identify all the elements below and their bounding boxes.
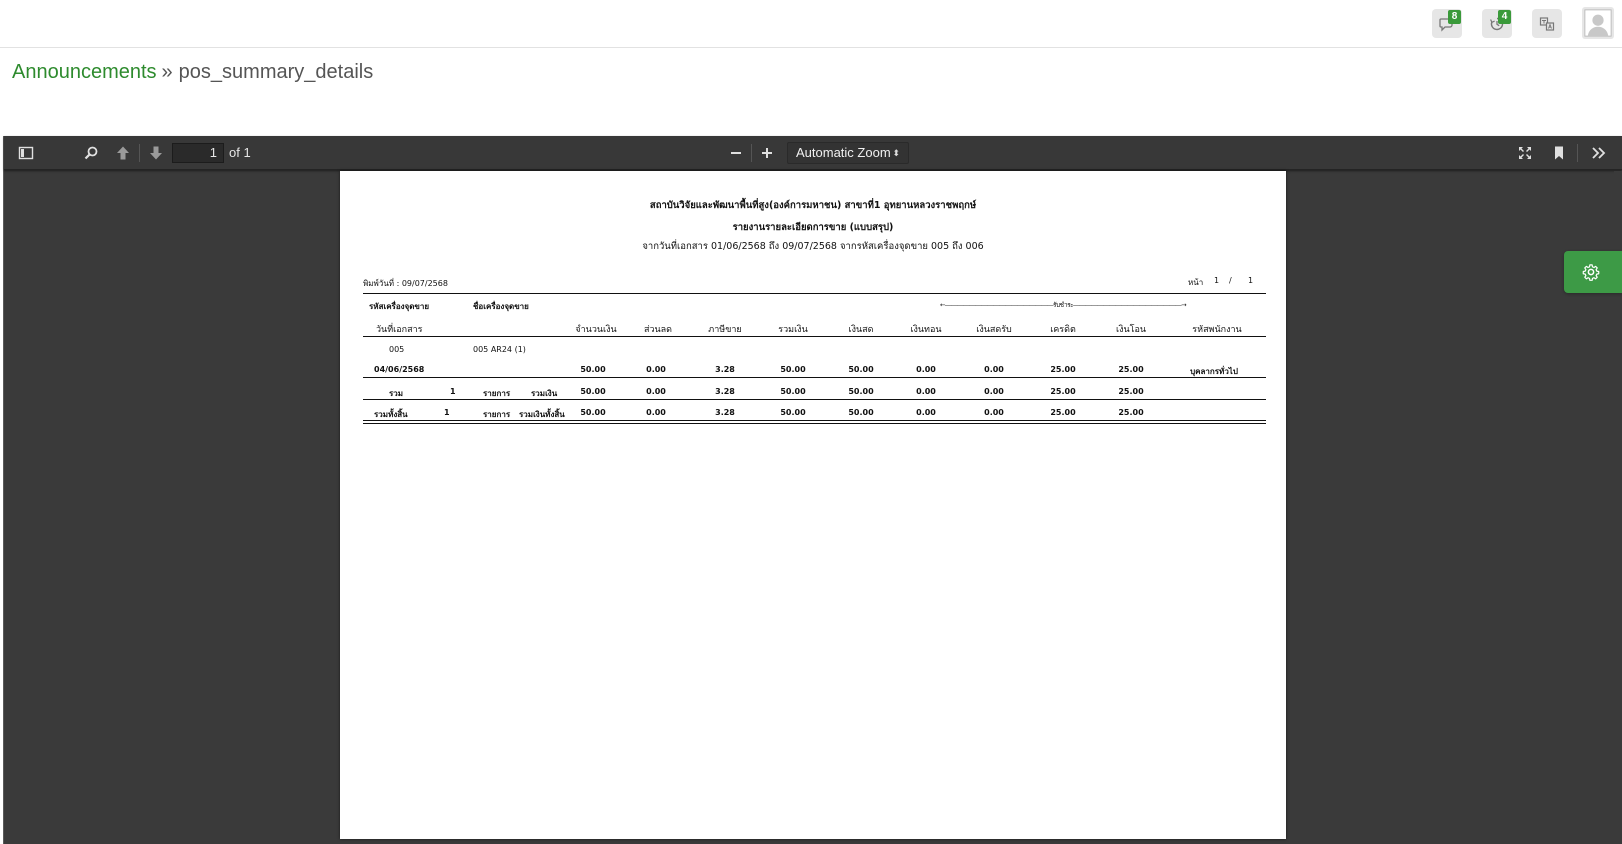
subtotal-unit: รายการ	[483, 389, 511, 398]
settings-float-button[interactable]	[1564, 251, 1622, 293]
column-header: เครดิต	[1050, 325, 1076, 335]
report-title: รายงานรายละเอียดการขาย (แบบสรุป)	[732, 222, 894, 233]
header-pos-name: ชื่อเครื่องจุดขาย	[473, 302, 529, 311]
presentation-mode-button[interactable]	[1513, 142, 1537, 164]
previous-page-button[interactable]	[111, 142, 135, 164]
grand-total-value: 0.00	[916, 408, 936, 417]
sidebar-toggle-icon	[18, 145, 34, 161]
grand-total-value: 50.00	[580, 408, 606, 417]
page-count-label: of 1	[229, 145, 251, 160]
user-icon	[1583, 8, 1613, 38]
bookmark-icon	[1551, 145, 1567, 161]
toolbar-separator	[139, 144, 140, 162]
grand-total-label: รวมทั้งสิ้น	[374, 410, 408, 419]
breadcrumb	[12, 61, 373, 84]
grand-total-value: 25.00	[1050, 408, 1076, 417]
page-current: 1	[1214, 276, 1220, 285]
grand-total-value: 25.00	[1118, 408, 1144, 417]
activity-badge: 4	[1498, 10, 1511, 24]
user-avatar-button[interactable]	[1582, 7, 1614, 39]
page-total: 1	[1248, 276, 1254, 285]
subtotal-label: รวม	[389, 389, 404, 398]
top-bar	[0, 0, 1622, 48]
detail-value: 25.00	[1050, 365, 1076, 374]
gear-icon	[1582, 263, 1600, 281]
page-slash: /	[1229, 276, 1232, 285]
activity-notification-button[interactable]	[1482, 9, 1512, 38]
pdf-viewer	[3, 136, 1622, 844]
column-header: รหัสพนักงาน	[1192, 325, 1242, 335]
search-icon	[83, 145, 99, 161]
zoom-in-button[interactable]	[755, 142, 779, 164]
subtotal-value: 0.00	[646, 387, 666, 396]
plus-icon	[759, 145, 775, 161]
column-header: เงินโอน	[1115, 325, 1147, 335]
breadcrumb-current: pos_summary_details	[178, 61, 374, 83]
subtotal-value: 50.00	[780, 387, 806, 396]
select-caret-icon: ⬍	[892, 148, 900, 158]
toolbar-separator	[751, 144, 752, 162]
chat-badge: 8	[1448, 10, 1461, 24]
grand-total-count: 1	[444, 408, 450, 417]
arrow-down-icon	[148, 145, 164, 161]
column-header: ภาษีขาย	[708, 325, 742, 335]
column-header: ส่วนลด	[643, 325, 673, 335]
subtotal-value: 50.00	[580, 387, 606, 396]
header-payment-group: ←――――――――――――――――――รับชำระ――――――――――――――――――→	[940, 301, 1187, 309]
grand-total-value: 3.28	[715, 408, 735, 417]
fullscreen-icon	[1517, 145, 1533, 161]
grand-total-double-rule	[363, 423, 1266, 424]
detail-value: 25.00	[1118, 365, 1144, 374]
subtotal-value: 50.00	[848, 387, 874, 396]
detail-value: 50.00	[580, 365, 606, 374]
grand-total-double-rule	[363, 420, 1266, 421]
find-button[interactable]	[79, 142, 103, 164]
next-page-button[interactable]	[144, 142, 168, 164]
detail-value: 50.00	[848, 365, 874, 374]
page-label: หน้า	[1188, 278, 1204, 287]
detail-value: 0.00	[984, 365, 1004, 374]
page-number-input[interactable]: 1	[172, 143, 224, 163]
toolbar-separator	[1577, 144, 1578, 162]
detail-bottom-rule	[363, 377, 1266, 378]
subtotal-value: 0.00	[916, 387, 936, 396]
arrow-up-icon	[115, 145, 131, 161]
chat-notification-button[interactable]	[1432, 9, 1462, 38]
grand-total-value: 50.00	[848, 408, 874, 417]
detail-value: 0.00	[646, 365, 666, 374]
pdf-page	[340, 171, 1286, 839]
toolbar-separator	[46, 144, 47, 162]
report-org-name: สถาบันวิจัยและพัฒนาพื้นที่สูง(องค์การมหาชน) สาขาที่1 อุทยานหลวงราชพฤกษ์	[649, 200, 977, 211]
language-button[interactable]	[1532, 9, 1562, 38]
translate-icon	[1539, 16, 1555, 32]
subtotal-count: 1	[450, 387, 456, 396]
zoom-select[interactable]	[787, 142, 909, 164]
column-header: วันที่เอกสาร	[376, 325, 423, 335]
detail-employee: บุคลากรทั่วไป	[1190, 367, 1238, 376]
subtotal-sum-label: รวมเงิน	[531, 389, 558, 398]
column-header: เงินสดรับ	[976, 325, 1012, 335]
report-subtitle: จากวันที่เอกสาร 01/06/2568 ถึง 09/07/2568 จากรหัสเครื่องจุดขาย 005 ถึง 006	[642, 241, 984, 252]
detail-date: 04/06/2568	[374, 365, 425, 374]
column-header: เงินสด	[848, 325, 874, 335]
tools-menu-button[interactable]	[1587, 142, 1611, 164]
bookmark-button[interactable]	[1547, 142, 1571, 164]
zoom-select-value: Automatic Zoom	[796, 145, 891, 160]
column-header: จำนวนเงิน	[575, 325, 617, 335]
breadcrumb-announcements-link[interactable]: Announcements	[12, 61, 157, 83]
detail-value: 50.00	[780, 365, 806, 374]
zoom-out-button[interactable]	[724, 142, 748, 164]
header-bottom-rule	[363, 336, 1266, 337]
pos-code: 005	[389, 345, 405, 354]
pos-name: 005 AR24 (1)	[473, 345, 526, 354]
column-header: เงินทอน	[910, 325, 942, 335]
double-chevron-right-icon	[1591, 145, 1607, 161]
grand-total-sum-label: รวมเงินทั้งสิ้น	[519, 410, 565, 419]
subtotal-bottom-rule	[363, 399, 1266, 400]
minus-icon	[728, 145, 744, 161]
header-pos-code: รหัสเครื่องจุดขาย	[369, 302, 430, 311]
subtotal-value: 25.00	[1050, 387, 1076, 396]
detail-value: 3.28	[715, 365, 735, 374]
subtotal-value: 25.00	[1118, 387, 1144, 396]
grand-total-value: 0.00	[984, 408, 1004, 417]
grand-total-value: 0.00	[646, 408, 666, 417]
grand-total-unit: รายการ	[483, 410, 511, 419]
pdf-toolbar	[4, 136, 1622, 170]
column-header: รวมเงิน	[778, 325, 808, 335]
breadcrumb-separator: »	[161, 61, 173, 83]
grand-total-value: 50.00	[780, 408, 806, 417]
subtotal-value: 3.28	[715, 387, 735, 396]
detail-value: 0.00	[916, 365, 936, 374]
toggle-sidebar-button[interactable]	[14, 142, 38, 164]
table-top-rule	[363, 293, 1266, 294]
print-date: พิมพ์วันที่ : 09/07/2568	[363, 279, 448, 288]
subtotal-value: 0.00	[984, 387, 1004, 396]
